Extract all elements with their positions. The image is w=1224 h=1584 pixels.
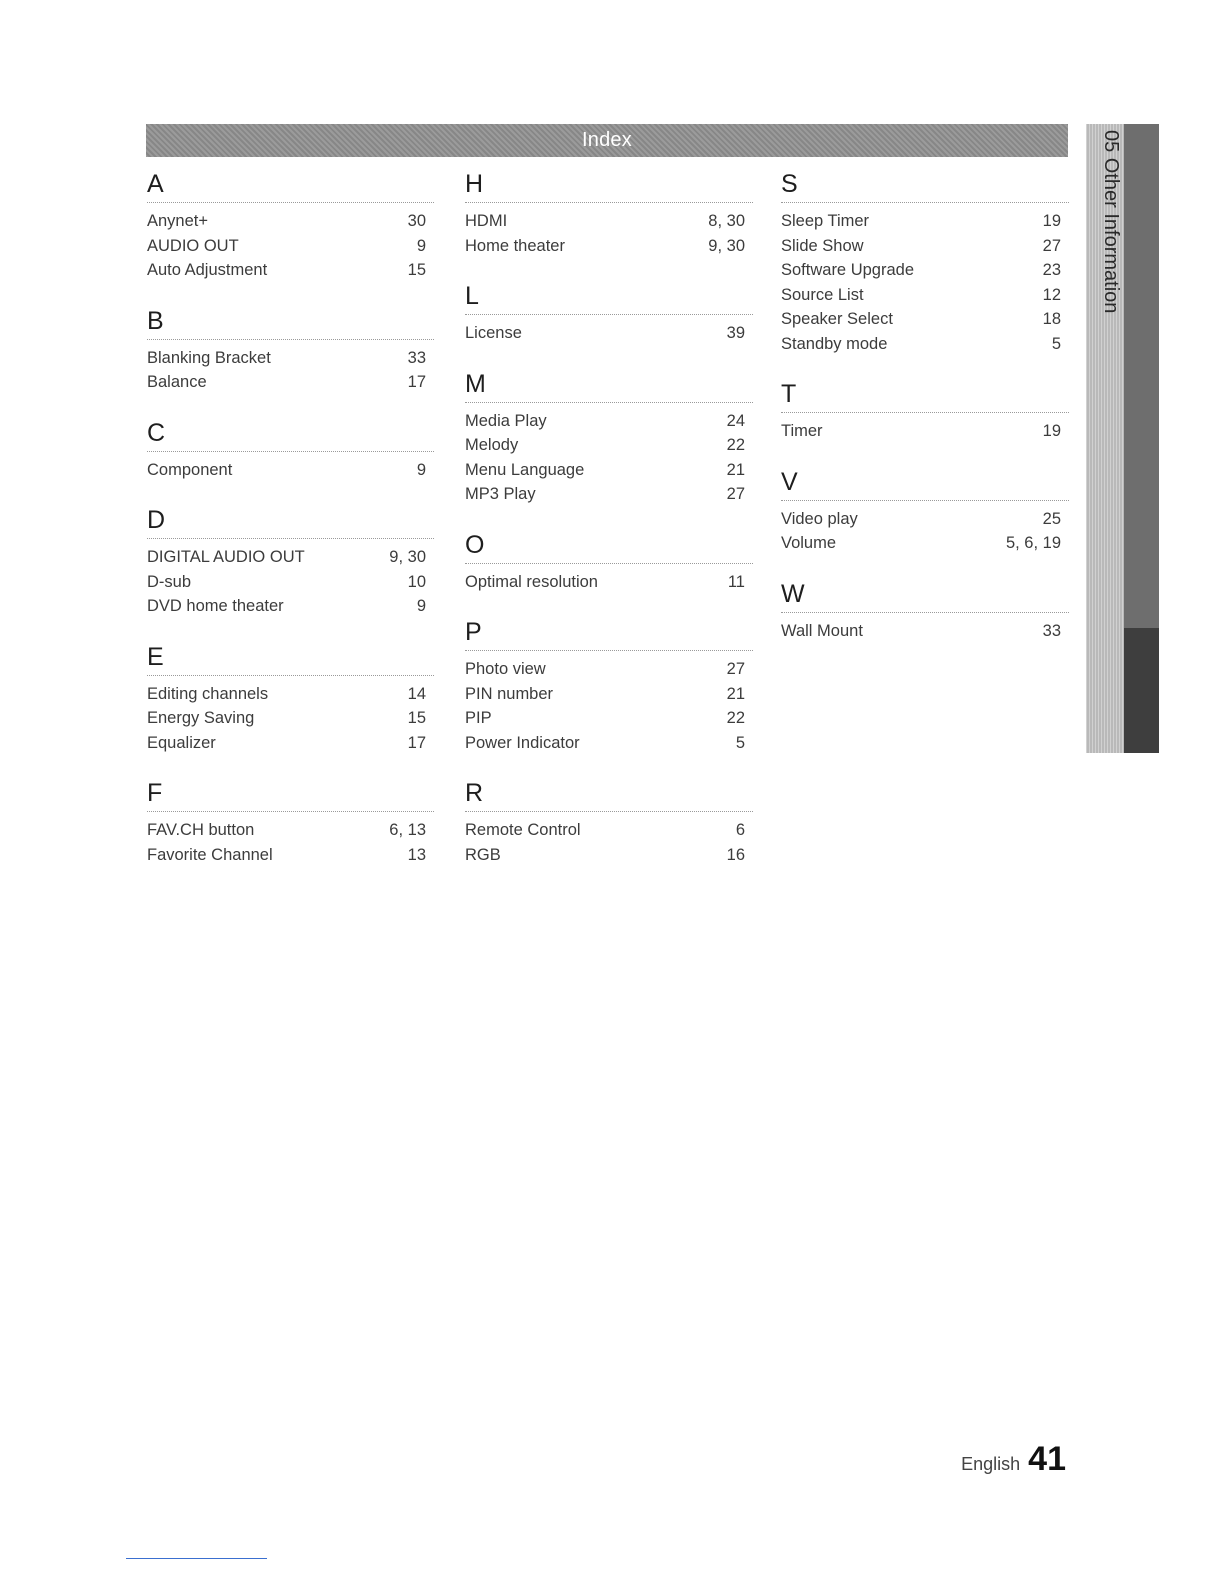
index-entry: [465, 321, 753, 346]
entry-page: 30: [407, 212, 426, 230]
index-entry: [147, 818, 434, 843]
index-column-3: [781, 166, 1069, 663]
index-entry: [147, 545, 434, 570]
index-entry: [781, 209, 1069, 234]
entry-page: 27: [1042, 236, 1061, 255]
entry-page: 9, 30: [389, 548, 426, 566]
index-entry: [147, 209, 434, 234]
index-section: [147, 775, 434, 867]
index-entry: [147, 234, 434, 259]
index-entry: [147, 706, 434, 731]
page-footer: [961, 1440, 1066, 1479]
index-section: [147, 303, 434, 395]
entry-term: Photo view: [465, 660, 546, 678]
section-letter: P: [465, 614, 753, 651]
entry-page: 22: [726, 709, 745, 727]
index-section: [781, 376, 1069, 444]
index-entry: [147, 594, 434, 619]
entry-term: Power Indicator: [465, 733, 580, 752]
entry-page: 33: [1042, 621, 1061, 640]
entry-page: 15: [407, 261, 426, 279]
entry-term: Balance: [147, 373, 207, 391]
entry-term: Volume: [781, 534, 837, 552]
entry-term: Anynet+: [147, 212, 209, 230]
entry-page: 5: [735, 733, 745, 752]
entry-page: 8, 30: [708, 212, 745, 230]
entry-term: Energy Saving: [147, 709, 255, 727]
section-letter: F: [147, 775, 434, 812]
entry-page: 39: [726, 324, 745, 342]
entry-term: Standby mode: [781, 334, 888, 353]
index-section: [147, 166, 434, 283]
index-section: [147, 639, 434, 756]
index-entry: [465, 843, 753, 868]
entry-term: FAV.CH button: [147, 821, 255, 839]
index-entry: [147, 458, 434, 483]
entry-term: Melody: [465, 436, 519, 454]
entry-term: Home theater: [465, 236, 565, 255]
index-entry: [465, 433, 753, 458]
chapter-tab-label: 05 Other Information: [1100, 130, 1122, 314]
entry-term: Timer: [781, 422, 823, 440]
index-entry: [781, 234, 1069, 259]
entry-page: 5, 6, 19: [1005, 534, 1061, 552]
entry-term: Sleep Timer: [781, 212, 870, 230]
entry-page: 27: [726, 485, 745, 503]
section-letter: S: [781, 166, 1069, 203]
section-letter: M: [465, 366, 753, 403]
entry-page: 23: [1042, 261, 1061, 279]
entry-term: RGB: [465, 845, 501, 864]
index-section: [465, 278, 753, 346]
entry-page: 21: [726, 684, 745, 703]
index-section: [147, 415, 434, 483]
entry-page: 10: [407, 572, 426, 591]
index-entry: [781, 258, 1069, 283]
entry-page: 6, 13: [389, 821, 426, 839]
entry-page: 11: [727, 572, 745, 591]
section-letter: L: [465, 278, 753, 315]
page-title: Index: [582, 129, 632, 151]
section-letter: V: [781, 464, 1069, 501]
index-entry: [147, 843, 434, 868]
entry-term: Source List: [781, 285, 864, 304]
entry-page: 27: [726, 660, 745, 678]
entry-page: 12: [1042, 285, 1061, 304]
index-entry: [465, 682, 753, 707]
entry-page: 17: [407, 373, 426, 391]
entry-term: Video play: [781, 509, 858, 528]
entry-term: PIN number: [465, 684, 554, 703]
index-section: [465, 527, 753, 595]
entry-term: Optimal resolution: [465, 572, 598, 591]
entry-page: 9: [416, 236, 426, 255]
index-column-2: [465, 166, 753, 887]
index-entry: [147, 682, 434, 707]
index-entry: [147, 346, 434, 371]
section-letter: E: [147, 639, 434, 676]
entry-term: Component: [147, 460, 233, 479]
entry-page: 14: [407, 684, 426, 703]
entry-term: Equalizer: [147, 733, 216, 752]
entry-page: 19: [1042, 422, 1061, 440]
index-entry: [147, 570, 434, 595]
entry-page: 15: [407, 709, 426, 727]
entry-page: 22: [726, 436, 745, 454]
entry-term: MP3 Play: [465, 485, 536, 503]
section-letter: O: [465, 527, 753, 564]
entry-page: 9: [416, 460, 426, 479]
index-column-1: [147, 166, 434, 887]
entry-term: HDMI: [465, 212, 508, 230]
entry-page: 6: [735, 821, 745, 839]
index-entry: [781, 419, 1069, 444]
entry-term: License: [465, 324, 522, 342]
index-section: [465, 614, 753, 755]
index-entry: [781, 283, 1069, 308]
footer-language: English: [961, 1454, 1021, 1474]
index-section: [465, 166, 753, 258]
section-letter: R: [465, 775, 753, 812]
entry-page: 21: [726, 460, 745, 479]
index-entry: [465, 706, 753, 731]
entry-term: Editing channels: [147, 684, 269, 703]
index-section: [781, 576, 1069, 644]
entry-term: Slide Show: [781, 236, 864, 255]
index-entry: [465, 731, 753, 756]
entry-term: AUDIO OUT: [147, 236, 239, 255]
index-section: [465, 775, 753, 867]
entry-term: D-sub: [147, 572, 192, 591]
entry-term: DIGITAL AUDIO OUT: [147, 548, 305, 566]
section-letter: D: [147, 502, 434, 539]
index-entry: [147, 370, 434, 395]
entry-term: Remote Control: [465, 821, 581, 839]
index-section: [781, 464, 1069, 556]
section-letter: C: [147, 415, 434, 452]
index-entry: [781, 531, 1069, 556]
entry-term: Auto Adjustment: [147, 261, 268, 279]
bottom-rule: [126, 1558, 267, 1559]
index-entry: [465, 458, 753, 483]
entry-page: 13: [407, 845, 426, 864]
entry-page: 5: [1051, 334, 1061, 353]
section-letter: W: [781, 576, 1069, 613]
index-entry: [465, 657, 753, 682]
index-banner: [146, 124, 1068, 157]
index-entry: [465, 482, 753, 507]
footer-page-number: 41: [1028, 1440, 1066, 1478]
index-entry: [465, 234, 753, 259]
entry-page: 9: [416, 597, 426, 615]
index-entry: [465, 209, 753, 234]
section-letter: T: [781, 376, 1069, 413]
entry-page: 17: [407, 733, 426, 752]
index-entry: [781, 507, 1069, 532]
entry-page: 16: [726, 845, 745, 864]
index-entry: [465, 409, 753, 434]
index-entry: [147, 731, 434, 756]
index-entry: [465, 818, 753, 843]
index-section: [465, 366, 753, 507]
index-entry: [781, 307, 1069, 332]
entry-term: Software Upgrade: [781, 261, 914, 279]
index-entry: [465, 570, 753, 595]
entry-page: 19: [1042, 212, 1061, 230]
entry-page: 24: [726, 411, 745, 430]
index-entry: [147, 258, 434, 283]
entry-term: Blanking Bracket: [147, 348, 271, 367]
section-letter: B: [147, 303, 434, 340]
entry-term: Speaker Select: [781, 310, 893, 328]
entry-page: 33: [407, 348, 426, 367]
entry-term: Menu Language: [465, 460, 585, 479]
index-entry: [781, 332, 1069, 357]
entry-term: PIP: [465, 709, 492, 727]
section-letter: A: [147, 166, 434, 203]
entry-page: 18: [1042, 310, 1061, 328]
entry-term: Favorite Channel: [147, 845, 273, 864]
entry-page: 9, 30: [708, 236, 745, 255]
index-section: [147, 502, 434, 619]
chapter-tab-marker: [1124, 628, 1159, 753]
entry-term: DVD home theater: [147, 597, 284, 615]
index-section: [781, 166, 1069, 356]
entry-page: 25: [1042, 509, 1061, 528]
section-letter: H: [465, 166, 753, 203]
entry-term: Media Play: [465, 411, 547, 430]
index-entry: [781, 619, 1069, 644]
entry-term: Wall Mount: [781, 621, 863, 640]
